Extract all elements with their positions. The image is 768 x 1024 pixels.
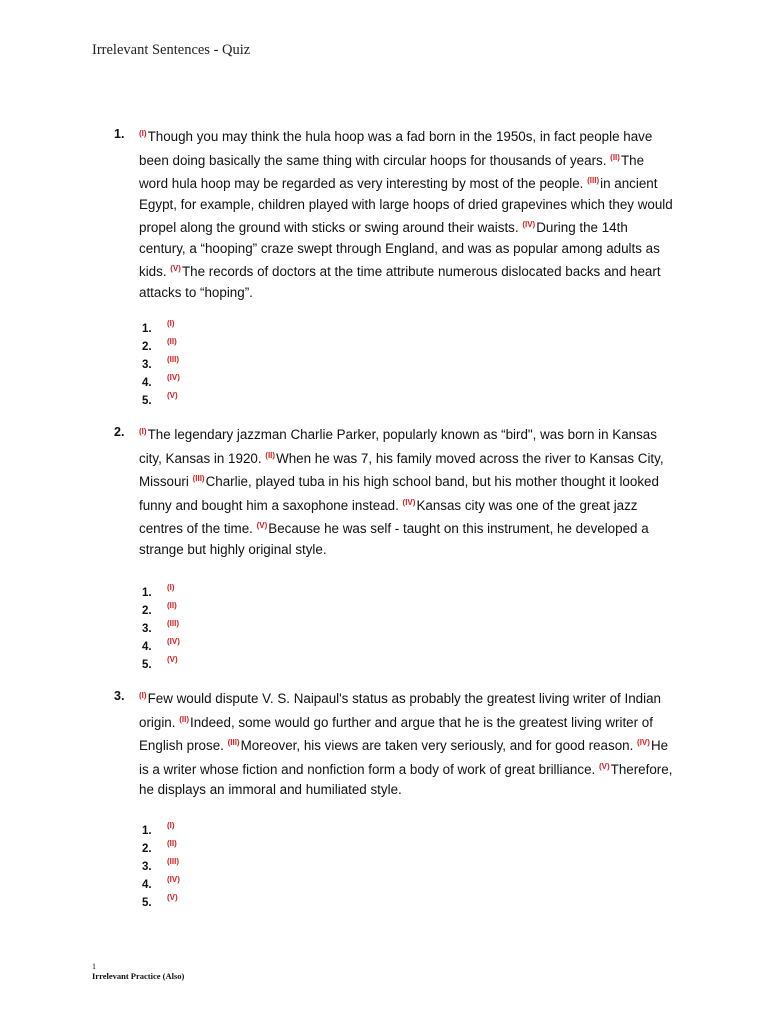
option-number: 3. xyxy=(142,860,152,873)
answer-option[interactable] xyxy=(114,584,674,602)
sentence-text: Because he was self - taught on this instrument, he developed a strange but highly original style. xyxy=(139,521,649,557)
option-number: 2. xyxy=(142,605,152,617)
answer-option[interactable] xyxy=(114,374,674,392)
option-marker: (III) xyxy=(167,619,179,628)
option-number: 1. xyxy=(142,824,152,837)
answer-options xyxy=(114,320,674,410)
option-number: 3. xyxy=(142,623,152,635)
option-marker: (IV) xyxy=(167,373,180,382)
option-marker: (II) xyxy=(167,601,177,610)
option-marker: (I) xyxy=(167,820,175,830)
sentence-text: Though you may think the hula hoop was a fad born in the 1950s, in fact people have been doing basically the same thing with circular hoops for thousands of years. xyxy=(139,129,653,168)
sentence-text: Kansas city was one of the great jazz centres of the time. xyxy=(139,497,638,536)
answer-options xyxy=(114,822,674,912)
sentence-text: in ancient Egypt, for example, children played with large hoops of dried grapevines which they would propel along the ground with sticks or swing around their waists. xyxy=(139,176,673,235)
footer-page-number: 1 xyxy=(92,962,96,971)
option-marker: (V) xyxy=(167,892,178,902)
sentence-marker: (I) xyxy=(139,691,147,700)
sentence-marker: (V) xyxy=(170,264,181,273)
option-marker: (I) xyxy=(167,319,175,328)
answer-option[interactable] xyxy=(114,338,674,356)
footer-text: Irrelevant Practice (Also) xyxy=(92,971,185,981)
option-marker: (III) xyxy=(167,355,179,364)
option-marker: (V) xyxy=(167,391,178,400)
sentence-marker: (II) xyxy=(179,714,189,724)
answer-option[interactable] xyxy=(114,840,674,858)
option-number: 2. xyxy=(142,842,152,855)
answer-option[interactable] xyxy=(114,638,674,656)
sentence-marker: (III) xyxy=(587,176,600,185)
sentence-marker: (V) xyxy=(256,521,268,530)
answer-option[interactable] xyxy=(114,858,674,876)
option-marker: (IV) xyxy=(167,874,180,884)
option-number: 5. xyxy=(142,395,152,407)
question-body xyxy=(139,422,674,560)
sentence-marker: (IV) xyxy=(402,497,416,507)
option-number: 4. xyxy=(142,878,152,891)
sentence-text: He is a writer whose fiction and nonfiction form a body of work of great brilliance. xyxy=(139,738,669,777)
option-marker: (II) xyxy=(167,838,177,848)
answer-options xyxy=(114,584,674,674)
sentence-marker: (II) xyxy=(610,152,620,162)
option-marker: (II) xyxy=(167,337,177,346)
sentence-text: Charlie, played tuba in his high school band, but his mother thought it looked funny and bought him a saxophone instead. xyxy=(139,474,659,513)
sentence-text: Indeed, some would go further and argue that he is the greatest living writer of English prose. xyxy=(139,714,653,753)
question-body xyxy=(139,124,674,303)
answer-option[interactable] xyxy=(114,822,674,840)
option-number: 5. xyxy=(142,659,152,671)
answer-option[interactable] xyxy=(114,620,674,638)
option-number: 4. xyxy=(142,377,152,389)
question-1 xyxy=(114,124,674,410)
answer-option[interactable] xyxy=(114,392,674,410)
question-number: 2. xyxy=(114,425,125,439)
sentence-text: The legendary jazzman Charlie Parker, popularly known as “bird", was born in Kansas city, Kansas in 1920. xyxy=(139,427,657,466)
question-3 xyxy=(114,686,674,912)
option-marker: (V) xyxy=(167,655,178,664)
sentence-marker: (III) xyxy=(192,474,205,483)
option-marker: (IV) xyxy=(167,637,180,646)
answer-option[interactable] xyxy=(114,656,674,674)
question-number: 1. xyxy=(114,127,125,141)
answer-option[interactable] xyxy=(114,602,674,620)
answer-option[interactable] xyxy=(114,320,674,338)
sentence-marker: (V) xyxy=(598,761,610,771)
sentence-text: During the 14th century, a “hooping” craze swept through England, and was as popular among adults as kids. xyxy=(139,220,660,279)
sentence-text: Therefore, he displays an immoral and humiliated style. xyxy=(139,761,673,797)
sentence-marker: (IV) xyxy=(522,220,536,229)
option-number: 2. xyxy=(142,341,152,353)
sentence-text: The records of doctors at the time attribute numerous dislocated backs and heart attacks to “hoping”. xyxy=(139,264,661,300)
option-marker: (I) xyxy=(167,583,175,592)
sentence-marker: (II) xyxy=(265,450,276,460)
sentence-text: When he was 7, his family moved across the river to Kansas City, Missouri xyxy=(139,450,664,489)
option-number: 4. xyxy=(142,641,152,653)
answer-option[interactable] xyxy=(114,876,674,894)
answer-option[interactable] xyxy=(114,894,674,912)
sentence-marker: (IV) xyxy=(637,738,650,747)
question-2 xyxy=(114,422,674,674)
sentence-text: Few would dispute V. S. Naipaul's status as probably the greatest living writer of Indian origin. xyxy=(139,691,661,730)
sentence-text: The word hula hoop may be regarded as very interesting by most of the people. xyxy=(139,152,645,191)
option-number: 3. xyxy=(142,359,152,371)
sentence-marker: (I) xyxy=(139,129,147,138)
option-number: 1. xyxy=(142,587,152,599)
sentence-text: Moreover, his views are taken very seriously, and for good reason. xyxy=(240,738,638,753)
option-number: 1. xyxy=(142,323,152,335)
page-header: Irrelevant Sentences - Quiz xyxy=(92,42,251,58)
question-number: 3. xyxy=(114,689,125,703)
sentence-marker: (I) xyxy=(139,427,147,436)
question-body xyxy=(139,686,674,801)
option-marker: (III) xyxy=(167,856,179,866)
answer-option[interactable] xyxy=(114,356,674,374)
option-number: 5. xyxy=(142,896,152,909)
sentence-marker: (III) xyxy=(227,738,240,747)
